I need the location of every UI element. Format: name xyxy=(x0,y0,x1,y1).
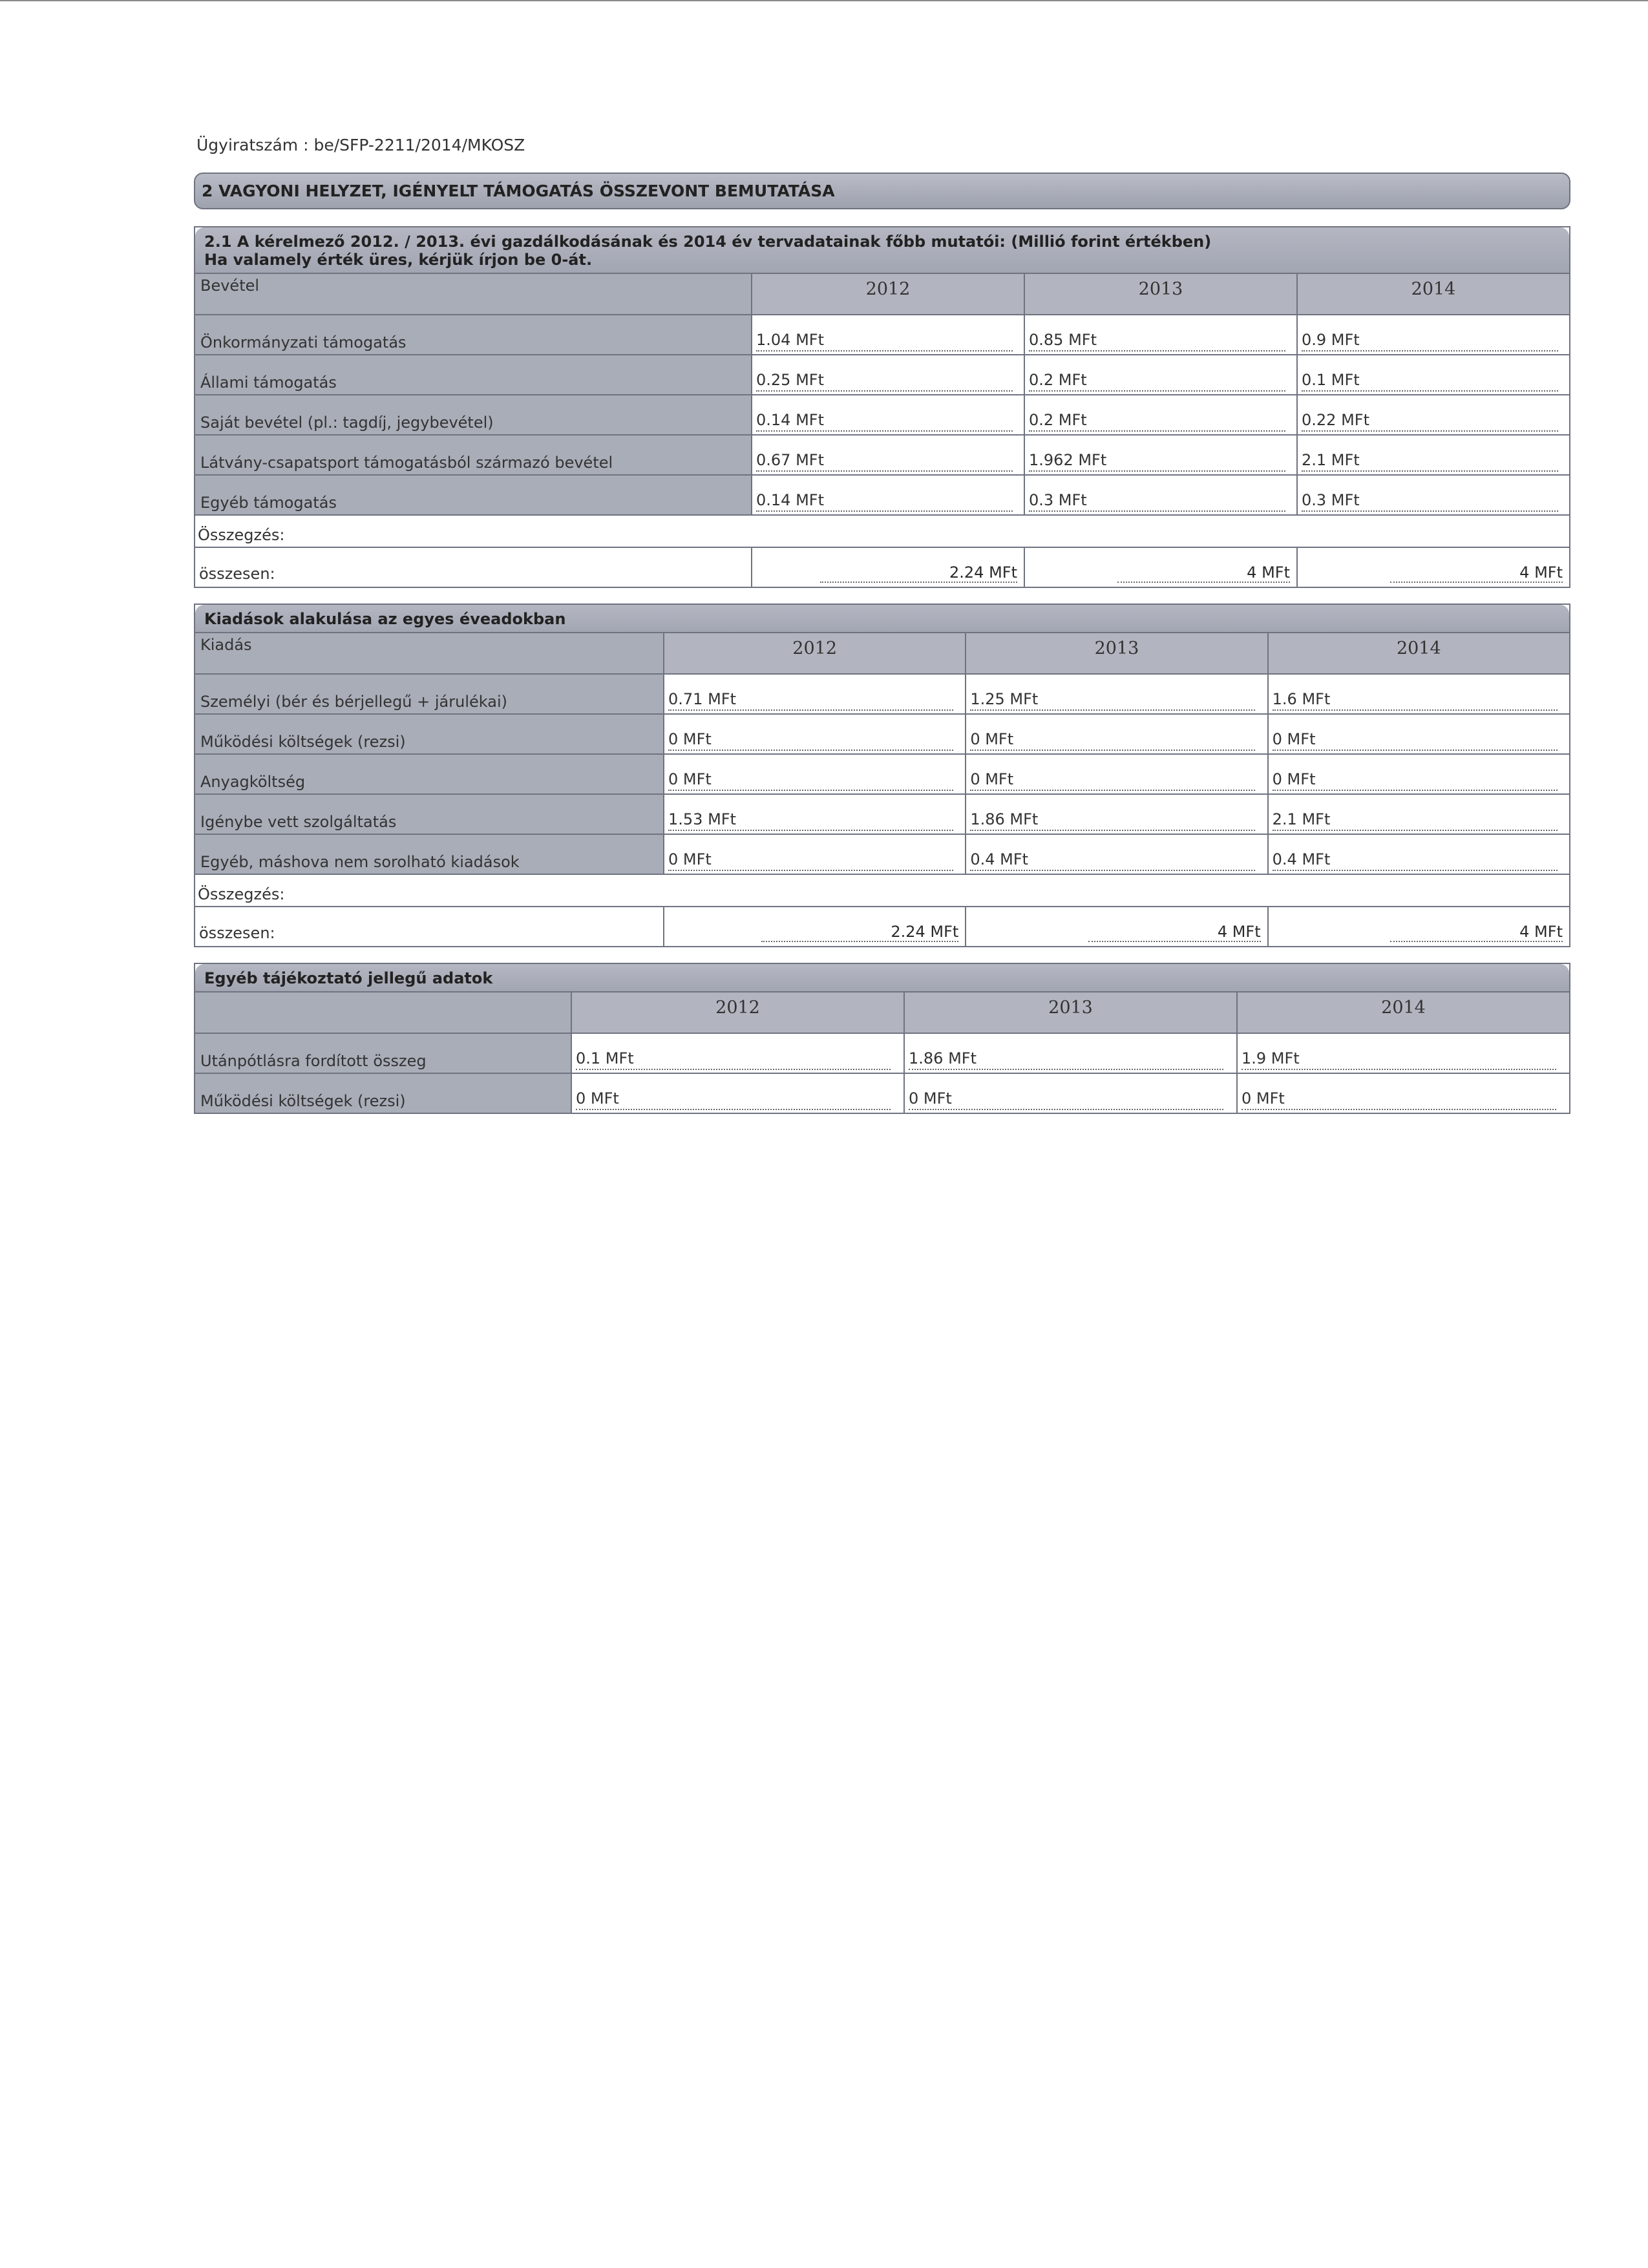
value-field[interactable]: 0 MFt xyxy=(966,715,1268,753)
row-label: Egyéb, máshova nem sorolható kiadások xyxy=(195,835,664,874)
value-field[interactable]: 0.1 MFt xyxy=(1298,355,1569,394)
summary-title: Összegzés: xyxy=(195,874,1569,906)
total-label: összesen: xyxy=(195,907,664,946)
year-header-2014: 2014 xyxy=(1298,274,1569,314)
table-row xyxy=(195,713,1569,753)
value-field[interactable]: 0 MFt xyxy=(1269,755,1569,793)
value-field[interactable]: 0 MFt xyxy=(664,715,966,753)
year-header-2013: 2013 xyxy=(966,633,1268,673)
value-field[interactable]: 1.53 MFt xyxy=(664,795,966,834)
value-field[interactable]: 0 MFt xyxy=(664,835,966,874)
value-field[interactable]: 0 MFt xyxy=(905,1074,1238,1113)
year-header-2012: 2012 xyxy=(664,633,966,673)
total-value: 4 MFt xyxy=(1269,907,1569,946)
value-field[interactable]: 0.4 MFt xyxy=(1269,835,1569,874)
value-field[interactable]: 0.22 MFt xyxy=(1298,395,1569,434)
value-field[interactable]: 0.4 MFt xyxy=(966,835,1268,874)
other-header-label xyxy=(195,992,572,1033)
year-header-2012: 2012 xyxy=(752,274,1025,314)
value-field[interactable]: 1.86 MFt xyxy=(966,795,1268,834)
revenue-panel-header xyxy=(195,227,1569,273)
year-header-2013: 2013 xyxy=(905,992,1238,1033)
value-field[interactable]: 0.71 MFt xyxy=(664,675,966,713)
value-field[interactable]: 1.9 MFt xyxy=(1238,1034,1569,1073)
table-row xyxy=(195,474,1569,514)
row-label: Működési költségek (rezsi) xyxy=(195,715,664,753)
table-row xyxy=(195,753,1569,793)
total-label: összesen: xyxy=(195,548,752,587)
value-field[interactable]: 1.04 MFt xyxy=(752,315,1025,354)
value-field[interactable]: 0 MFt xyxy=(1269,715,1569,753)
value-field[interactable]: 2.1 MFt xyxy=(1269,795,1569,834)
row-label: Egyéb támogatás xyxy=(195,476,752,514)
value-field[interactable]: 0.1 MFt xyxy=(572,1034,905,1073)
value-field[interactable]: 0.85 MFt xyxy=(1025,315,1298,354)
table-row xyxy=(195,834,1569,874)
other-info-title: Egyéb tájékoztató jellegű adatok xyxy=(195,964,1569,991)
value-field[interactable]: 0.25 MFt xyxy=(752,355,1025,394)
year-header-2014: 2014 xyxy=(1238,992,1569,1033)
year-header-2012: 2012 xyxy=(572,992,905,1033)
total-value: 4 MFt xyxy=(966,907,1268,946)
value-field[interactable]: 0.67 MFt xyxy=(752,436,1025,474)
value-field[interactable]: 1.6 MFt xyxy=(1269,675,1569,713)
row-label: Igénybe vett szolgáltatás xyxy=(195,795,664,834)
value-field[interactable]: 0 MFt xyxy=(572,1074,905,1113)
value-field[interactable]: 0.9 MFt xyxy=(1298,315,1569,354)
table-row xyxy=(195,673,1569,713)
total-value: 4 MFt xyxy=(1298,548,1569,587)
row-label: Anyagköltség xyxy=(195,755,664,793)
table-row xyxy=(195,1033,1569,1073)
value-field[interactable]: 1.962 MFt xyxy=(1025,436,1298,474)
document-page xyxy=(194,136,1570,1129)
expenses-title: Kiadások alakulása az egyes éveadokban xyxy=(195,605,1569,632)
expenses-header-label: Kiadás xyxy=(195,633,664,673)
total-value: 2.24 MFt xyxy=(752,548,1025,587)
row-label: Állami támogatás xyxy=(195,355,752,394)
revenue-header-row xyxy=(195,273,1569,314)
table-row xyxy=(195,434,1569,474)
value-field[interactable]: 0.14 MFt xyxy=(752,476,1025,514)
value-field[interactable]: 0 MFt xyxy=(1238,1074,1569,1113)
row-label: Saját bevétel (pl.: tagdíj, jegybevétel) xyxy=(195,395,752,434)
value-field[interactable]: 0.3 MFt xyxy=(1298,476,1569,514)
value-field[interactable]: 0.2 MFt xyxy=(1025,355,1298,394)
value-field[interactable]: 0 MFt xyxy=(664,755,966,793)
revenue-instruction: Ha valamely érték üres, kérjük írjon be 0-át. xyxy=(204,251,593,269)
table-row xyxy=(195,1073,1569,1113)
value-field[interactable]: 0.3 MFt xyxy=(1025,476,1298,514)
value-field[interactable]: 0.2 MFt xyxy=(1025,395,1298,434)
other-header-row xyxy=(195,991,1569,1033)
value-field[interactable]: 2.1 MFt xyxy=(1298,436,1569,474)
revenue-panel xyxy=(194,226,1570,588)
revenue-header-label: Bevétel xyxy=(195,274,752,314)
row-label: Látvány-csapatsport támogatásból származó bevétel xyxy=(195,436,752,474)
year-header-2013: 2013 xyxy=(1025,274,1298,314)
value-field[interactable]: 1.86 MFt xyxy=(905,1034,1238,1073)
revenue-title: 2.1 A kérelmező 2012. / 2013. évi gazdálkodásának és 2014 év tervadatainak főbb mutatói: (Millió forint értékben) xyxy=(204,233,1212,251)
row-label: Személyi (bér és bérjellegű + járulékai) xyxy=(195,675,664,713)
year-header-2014: 2014 xyxy=(1269,633,1569,673)
total-row xyxy=(195,547,1569,587)
table-row xyxy=(195,354,1569,394)
other-info-panel xyxy=(194,963,1570,1114)
row-label: Utánpótlásra fordított összeg xyxy=(195,1034,572,1073)
expenses-header-row xyxy=(195,632,1569,673)
expenses-panel xyxy=(194,604,1570,947)
main-section-title: 2 VAGYONI HELYZET, IGÉNYELT TÁMOGATÁS ÖSSZEVONT BEMUTATÁSA xyxy=(194,173,1570,209)
case-number: Ügyiratszám : be/SFP-2211/2014/MKOSZ xyxy=(196,136,525,154)
table-row xyxy=(195,314,1569,354)
value-field[interactable]: 0 MFt xyxy=(966,755,1268,793)
total-value: 2.24 MFt xyxy=(664,907,966,946)
table-row xyxy=(195,394,1569,434)
table-row xyxy=(195,793,1569,834)
scan-edge xyxy=(0,0,1648,1)
value-field[interactable]: 0.14 MFt xyxy=(752,395,1025,434)
row-label: Önkormányzati támogatás xyxy=(195,315,752,354)
value-field[interactable]: 1.25 MFt xyxy=(966,675,1268,713)
total-value: 4 MFt xyxy=(1025,548,1298,587)
row-label: Működési költségek (rezsi) xyxy=(195,1074,572,1113)
summary-title: Összegzés: xyxy=(195,514,1569,547)
total-row xyxy=(195,906,1569,946)
